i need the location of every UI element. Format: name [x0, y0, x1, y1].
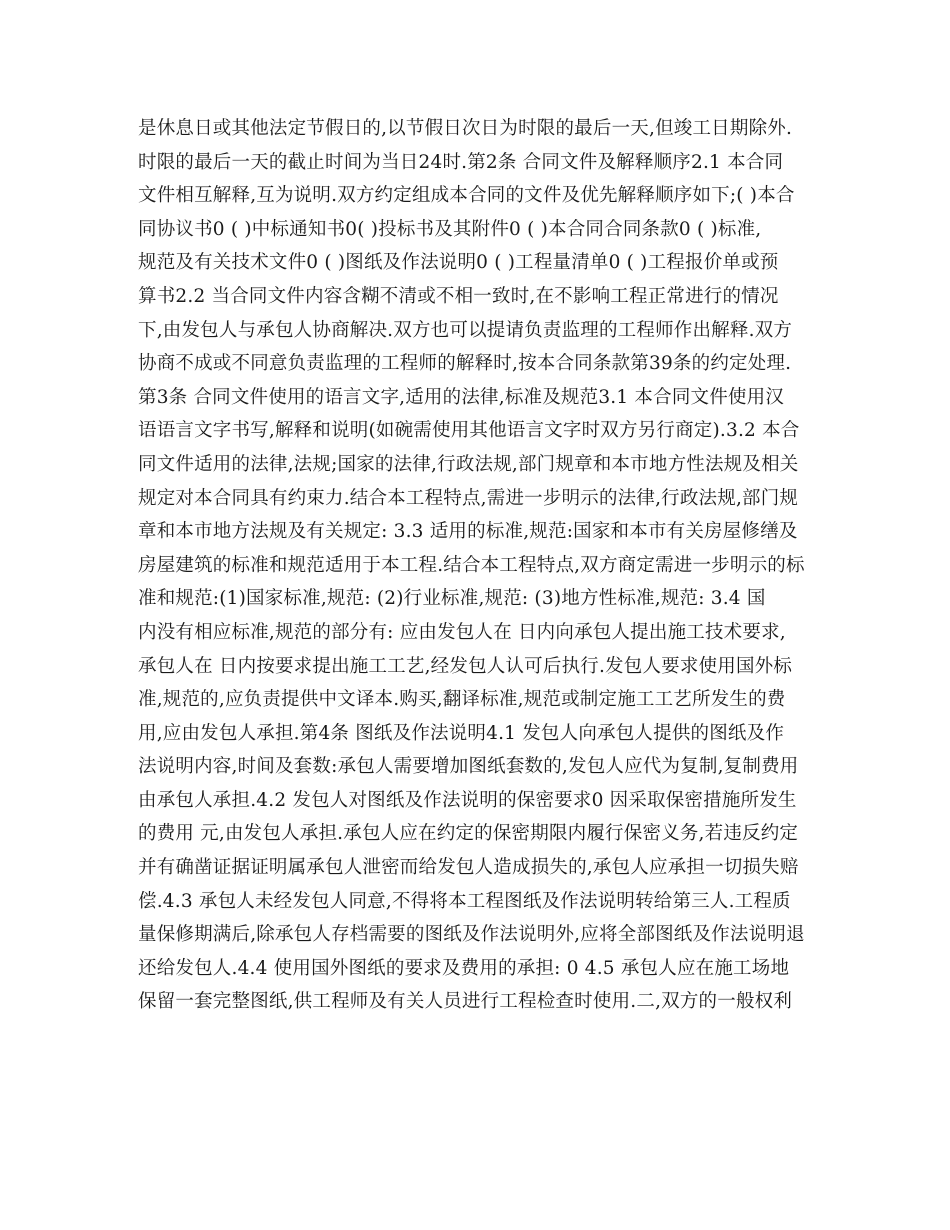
- text-line: 文件相互解释,互为说明.双方约定组成本合同的文件及优先解释顺序如下;( )本合: [138, 185, 795, 207]
- text-line: 规定对本合同具有约束力.结合本工程特点,需进一步明示的法律,行政法规,部门规: [138, 487, 799, 509]
- text-line: 法说明内容,时间及套数:承包人需要增加图纸套数的,发包人应代为复制,复制费用: [138, 756, 799, 778]
- text-line: 保留一套完整图纸,供工程师及有关人员进行工程检查时使用.二,双方的一般权利: [138, 991, 793, 1013]
- text-line: 协商不成或不同意负责监理的工程师的解释时,按本合同条款第39条的约定处理.: [138, 353, 792, 375]
- text-line: 同文件适用的法律,法规;国家的法律,行政法规,部门规章和本市地方性法规及相关: [138, 453, 799, 475]
- text-line: 准和规范:(1)国家标准,规范: (2)行业标准,规范: (3)地方性标准,规范: 3.4 国: [138, 588, 766, 610]
- text-line: 量保修期满后,除承包人存档需要的图纸及作法说明外,应将全部图纸及作法说明退: [138, 924, 805, 946]
- text-line: 还给发包人.4.4 使用国外图纸的要求及费用的承担: 0 4.5 承包人应在施工场地: [138, 957, 790, 979]
- text-line: 下,由发包人与承包人协商解决.双方也可以提请负责监理的工程师作出解释.双方: [138, 319, 793, 341]
- body-text: [138, 112, 818, 1019]
- text-line: 时限的最后一天的截止时间为当日24时.第2条 合同文件及解释顺序2.1 本合同: [138, 151, 784, 173]
- text-line: 规范及有关技术文件0 ( )图纸及作法说明0 ( )工程量清单0 ( )工程报价单或预: [138, 252, 779, 274]
- text-line: 并有确凿证据证明属承包人泄密而给发包人造成损失的,承包人应承担一切损失赔: [138, 857, 799, 879]
- text-line: 由承包人承担.4.2 发包人对图纸及作法说明的保密要求0 因采取保密措施所发生: [138, 789, 797, 811]
- text-line: 内没有相应标准,规范的部分有: 应由发包人在 日内向承包人提出施工技术要求,: [138, 621, 786, 643]
- text-line: 是休息日或其他法定节假日的,以节假日次日为时限的最后一天,但竣工日期除外.: [138, 118, 793, 139]
- text-line: 偿.4.3 承包人未经发包人同意,不得将本工程图纸及作法说明转给第三人.工程质: [138, 890, 791, 912]
- text-line: 章和本市地方法规及有关规定: 3.3 适用的标准,规范:国家和本市有关房屋修缮及: [138, 521, 798, 543]
- text-line: 房屋建筑的标准和规范适用于本工程.结合本工程特点,双方商定需进一步明示的标: [138, 554, 805, 576]
- text-line: 算书2.2 当合同文件内容含糊不清或不相一致时,在不影响工程正常进行的情况: [138, 285, 779, 307]
- text-line: 的费用 元,由发包人承担.承包人应在约定的保密期限内履行保密义务,若违反约定: [138, 823, 799, 845]
- text-line: 同协议书0 ( )中标通知书0( )投标书及其附件0 ( )本合同合同条款0 ( )标准,: [138, 218, 762, 240]
- text-line: 语语言文字书写,解释和说明(如碗需使用其他语言文字时双方另行商定).3.2 本合: [138, 420, 800, 442]
- text-line: 承包人在 日内按要求提出施工工艺,经发包人认可后执行.发包人要求使用国外标: [138, 655, 793, 677]
- text-line: 第3条 合同文件使用的语言文字,适用的法律,标准及规范3.1 本合同文件使用汉: [138, 386, 785, 408]
- text-line: 准,规范的,应负责提供中文译本.购买,翻译标准,规范或制定施工工艺所发生的费: [138, 689, 786, 711]
- text-line: 用,应由发包人承担.第4条 图纸及作法说明4.1 发包人向承包人提供的图纸及作: [138, 722, 785, 744]
